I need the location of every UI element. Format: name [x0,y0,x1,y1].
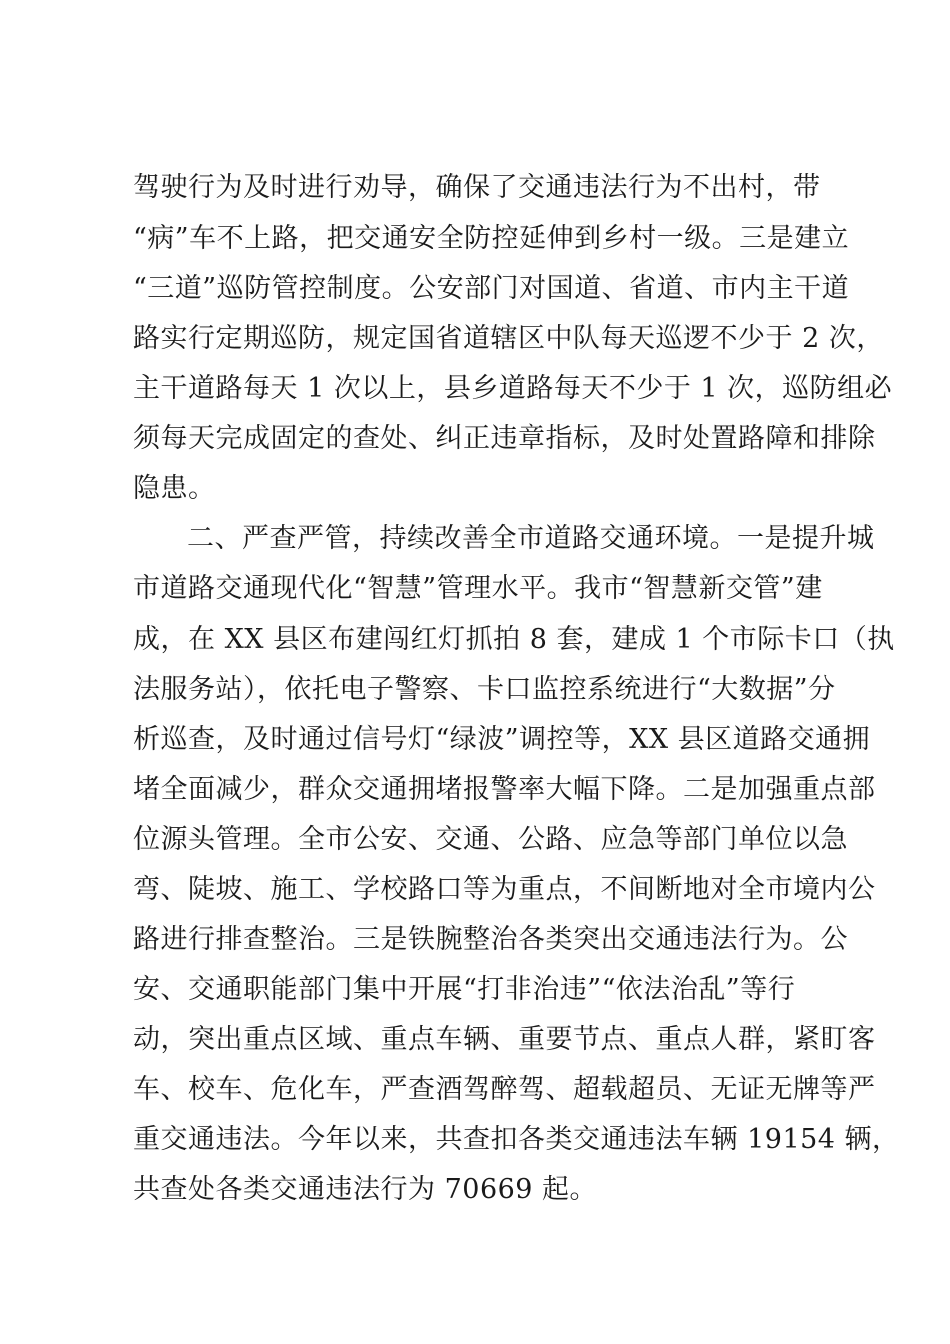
paragraph-2-line-5: 析巡查，及时通过信号灯“绿波”调控等，XX 县区道路交通拥 [133,724,871,755]
paragraph-2-line-9: 路进行排查整治。三是铁腕整治各类突出交通违法行为。公 [133,924,848,955]
paragraph-2-line-7: 位源头管理。全市公安、交通、公路、应急等部门单位以急 [133,824,848,855]
paragraph-1-line-6: 须每天完成固定的查处、纠正违章指标，及时处置路障和排除 [133,423,876,454]
paragraph-2-line-11: 动，突出重点区域、重点车辆、重要节点、重点人群，紧盯客 [133,1024,876,1055]
paragraph-2-line-6: 堵全面减少，群众交通拥堵报警率大幅下降。二是加强重点部 [133,774,876,805]
paragraph-1-line-2: “病”车不上路，把交通安全防控延伸到乡村一级。三是建立 [133,223,850,254]
paragraph-2-line-14: 共查处各类交通违法行为 70669 起。 [133,1174,598,1205]
paragraph-2-line-4: 法服务站），依托电子警察、卡口监控系统进行“大数据”分 [133,674,836,705]
paragraph-2-line-8: 弯、陡坡、施工、学校路口等为重点，不间断地对全市境内公 [133,874,876,905]
paragraph-2-line-1: 二、严查严管，持续改善全市道路交通环境。一是提升城 [187,523,875,554]
paragraph-1-line-7: 隐患。 [133,473,216,504]
paragraph-1-line-4: 路实行定期巡防，规定国省道辖区中队每天巡逻不少于 2 次， [133,323,884,354]
paragraph-1-line-3: “三道”巡防管控制度。公安部门对国道、省道、市内主干道 [133,273,850,304]
paragraph-2-line-2: 市道路交通现代化“智慧”管理水平。我市“智慧新交管”建 [133,573,823,604]
paragraph-2-line-12: 车、校车、危化车，严查酒驾醉驾、超载超员、无证无牌等严 [133,1074,876,1105]
paragraph-2-line-10: 安、交通职能部门集中开展“打非治违”“依法治乱”等行 [133,974,796,1005]
paragraph-1-line-5: 主干道路每天 1 次以上，县乡道路每天不少于 1 次，巡防组必 [133,373,893,404]
paragraph-1-line-1: 驾驶行为及时进行劝导，确保了交通违法行为不出村，带 [133,172,821,203]
paragraph-2-line-3: 成，在 XX 县区布建闯红灯抓拍 8 套，建成 1 个市际卡口（执 [133,624,895,655]
paragraph-2-line-13: 重交通违法。今年以来，共查扣各类交通违法车辆 19154 辆， [133,1124,900,1155]
